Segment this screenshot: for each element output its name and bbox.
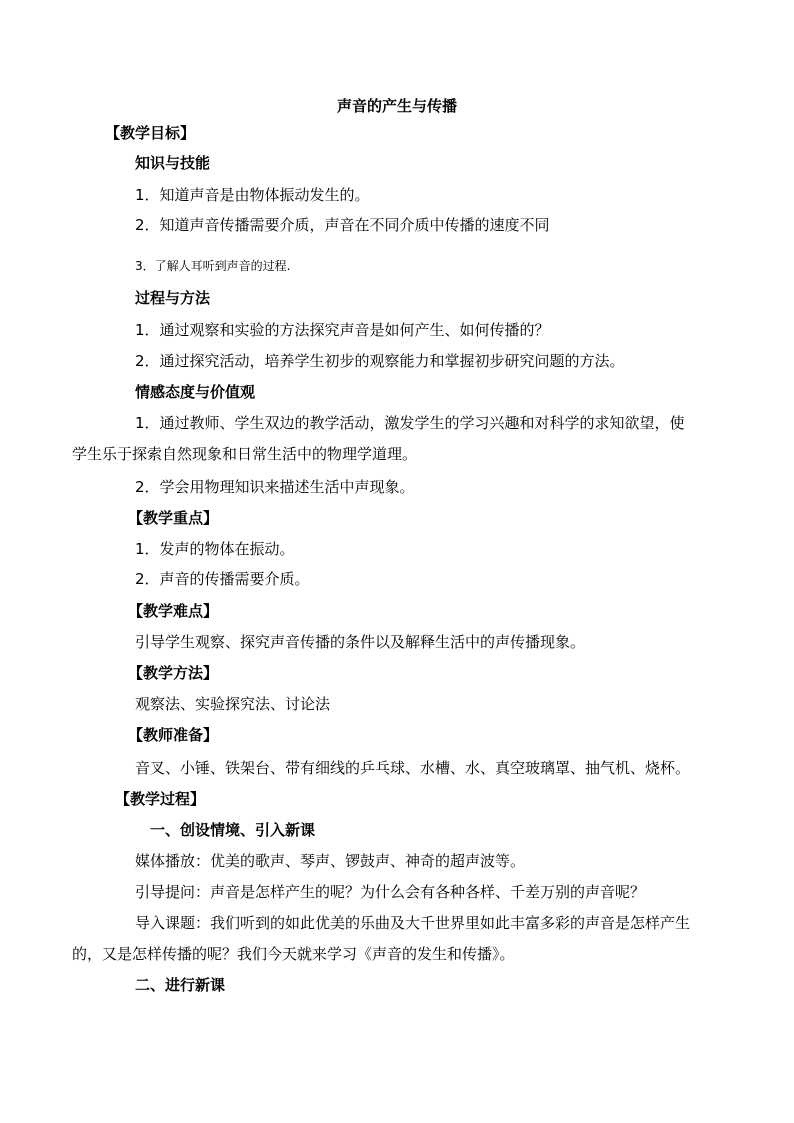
attitude-item-2: 2．学会用物理知识来描述生活中声现象。 — [135, 478, 415, 496]
attitude-item-1-line-2: 学生乐于探索自然现象和日常生活中的物理学道理。 — [72, 445, 418, 463]
difficulties-text: 引导学生观察、探究声音传播的条件以及解释生活中的声传播现象。 — [135, 633, 586, 651]
process-item-1: 1．通过观察和实验的方法探究声音是如何产生、如何传播的？ — [135, 321, 550, 339]
preparation-heading: 【教师准备】 — [128, 726, 219, 744]
knowledge-item-2: 2．知道声音传播需要介质，声音在不同介质中传播的速度不同 — [135, 216, 550, 234]
attitude-item-1-line-1: 1．通过教师、学生双边的教学活动，激发学生的学习兴趣和对科学的求知欲望，使 — [135, 414, 685, 432]
preparation-text: 音叉、小锤、铁架台、带有细线的乒乓球、水槽、水、真空玻璃罩、抽气机、烧杯。 — [135, 759, 691, 777]
objectives-heading: 【教学目标】 — [105, 124, 196, 142]
part1-question: 引导提问：声音是怎样产生的呢？为什么会有各种各样、千差万别的声音呢？ — [135, 883, 646, 901]
attitude-heading: 情感态度与价值观 — [135, 383, 256, 401]
part1-intro-line-1: 导入课题：我们听到的如此优美的乐曲及大千世界里如此丰富多彩的声音是怎样产生 — [135, 914, 691, 932]
methods-heading: 【教学方法】 — [128, 664, 219, 682]
key-points-heading: 【教学重点】 — [128, 509, 219, 527]
part1-intro-line-2: 的，又是怎样传播的呢？我们今天就来学习《声音的发生和传播》。 — [72, 945, 515, 963]
knowledge-skills-heading: 知识与技能 — [135, 154, 211, 172]
key-point-item-1: 1．发声的物体在振动。 — [135, 540, 295, 558]
part1-media: 媒体播放：优美的歌声、琴声、锣鼓声、神奇的超声波等。 — [135, 852, 526, 870]
process-section-heading: 【教学过程】 — [115, 790, 206, 808]
knowledge-item-1: 1．知道声音是由物体振动发生的。 — [135, 186, 370, 204]
difficulties-heading: 【教学难点】 — [128, 602, 219, 620]
methods-text: 观察法、实验探究法、讨论法 — [135, 695, 331, 713]
process-item-2: 2．通过探究活动，培养学生初步的观察能力和掌握初步研究问题的方法。 — [135, 352, 625, 370]
part2-heading: 二、进行新课 — [135, 976, 226, 994]
part1-heading: 一、创设情境、引入新课 — [150, 821, 316, 839]
process-method-heading: 过程与方法 — [135, 289, 211, 307]
knowledge-item-3: 3．了解人耳听到声音的过程. — [135, 259, 291, 273]
key-point-item-2: 2．声音的传播需要介质。 — [135, 570, 310, 588]
document-title: 声音的产生与传播 — [336, 97, 457, 115]
